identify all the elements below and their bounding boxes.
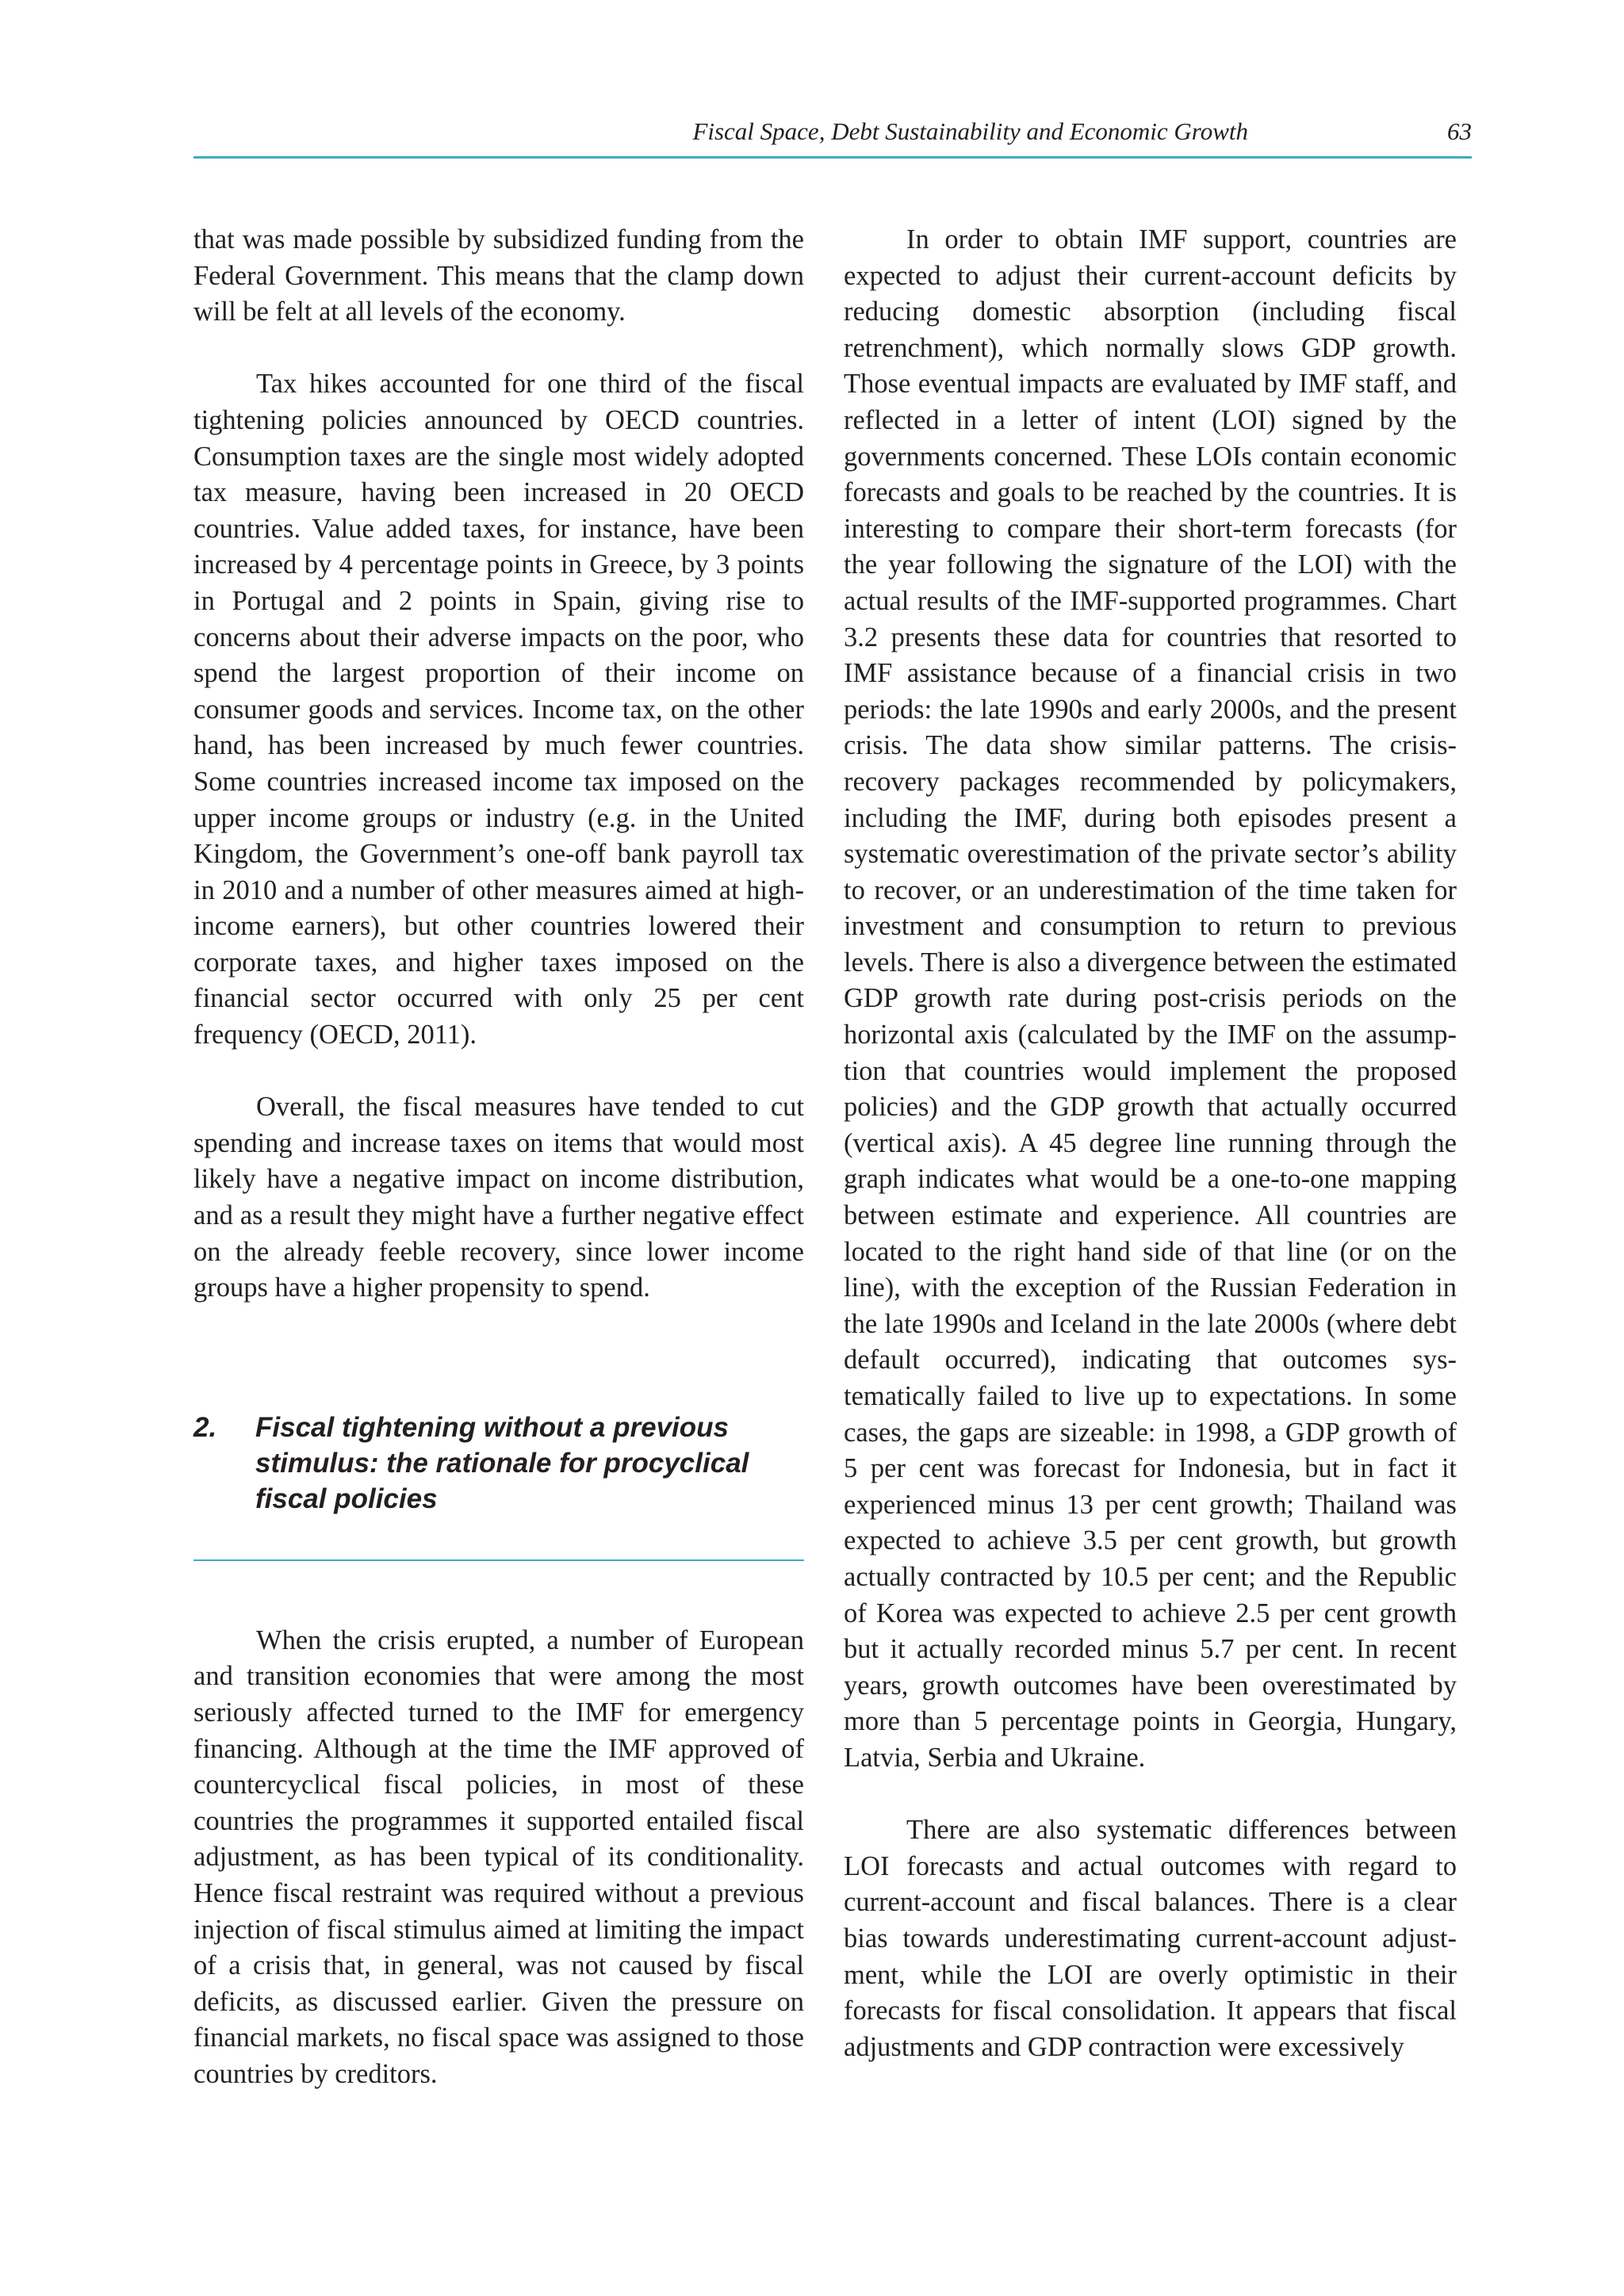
left-column (193, 222, 804, 2129)
section-heading (193, 1410, 804, 1517)
paragraph: Tax hikes accounted for one third of the fiscal tightening policies announced by OECD countries. Consumption taxes are the single most widely adopted tax measure, having been increased in 20 OECD countries. Value added taxes, for instance, have been increased by 4 percentage points in Greece, by 3 points in Portugal and 2 points in Spain, giving rise to concerns about their adverse impacts on the poor, who spend the largest proportion of their income on consumer goods and services. Income tax, on the other hand, has been increased by much fewer countries. Some countries increased income tax imposed on the upper income groups or industry (e.g. in the United Kingdom, the Government’s one-off bank payroll tax in 2010 and a number of other measures aimed at high-income earners), but other countries lowered their corporate taxes, and higher taxes imposed on the financial sector occurred with only 25 per cent frequency (OECD, 2011). (193, 369, 804, 1050)
section-title: Fiscal tightening without a previous stimulus: the rationale for procyclical fiscal policies (255, 1411, 749, 1514)
paragraph: When the crisis erupted, a number of European and transition economies that were among the most seriously affected turned to the IMF for emergency financing. Although at the time the IMF approved of countercyclical fiscal policies, in most of these countries the programmes it supported entailed fiscal adjustment, as has been typical of its conditionality. Hence fiscal restraint was required without a previous injection of fiscal stimulus aimed at limiting the impact of a crisis that, in general, was not caused by fiscal deficits, as discussed earlier. Given the pressure on financial markets, no fiscal space was assigned to those countries by creditors. (193, 1624, 804, 2089)
section-number: 2. (193, 1411, 217, 1443)
paragraph: There are also systematic differences between LOI forecasts and actual outcomes with regard to current-account and fiscal balances. There is a clear bias towards underestimating current-account adjustment, while the LOI are overly optimistic in their forecasts for fiscal consolidation. It appears that fiscal adjustments and GDP contraction were excessively (844, 1815, 1457, 2062)
right-column (844, 222, 1457, 2102)
section-rule (193, 1559, 804, 1561)
header-rule (193, 156, 1472, 159)
paragraph: In order to obtain IMF support, countries are expected to adjust their current-account deficits by reducing domestic absorption (including fiscal retrenchment), which normally slows GDP growth. Those eventual impacts are evaluated by IMF staff, and reflected in a letter of intent (LOI) signed by the governments concerned. These LOIs contain economic forecasts and goals to be reached by the countries. It is interesting to compare their short-term forecasts (for the year following the signature of the LOI) with the actual results of the IMF-supported programmes. Chart 3.2 presents these data for countries that resorted to IMF assistance because of a financial crisis in two periods: the late 1990s and early 2000s, and the present crisis. The data show similar patterns. The crisis-recovery packages recommended by policymakers, including the IMF, during both episodes present a systematic overestimation of the private sector’s ability to recover, or an underestimation of the time taken for investment and consumption to return to previous levels. There is also a divergence between the estimated GDP growth rate during post-crisis periods on the horizontal axis (calculated by the IMF on the assumption that countries would implement the proposed policies) and the GDP growth that actually occurred (vertical axis). A 45 degree line running through the graph indicates what would be a one-to-one mapping between estimate and experience. All countries are located to the right hand side of that line (or on the line), with the exception of the Russian Federation in the late 1990s and Iceland in the late 2000s (where debt default occurred), indicating that outcomes systematically failed to live up to expectations. In some cases, the gaps are sizeable: in 1998, a GDP growth of 5 per cent was forecast for Indonesia, but in fact it experienced minus 13 per cent growth; Thailand was expected to achieve 3.5 per cent growth, but growth actually contracted by 10.5 per cent; and the Republic of Korea was expected to achieve 2.5 per cent growth but it actually recorded minus 5.7 per cent. In recent years, growth outcomes have been overestimated by more than 5 percentage points in Georgia, Hungary, Latvia, Serbia and Ukraine. (844, 224, 1457, 1773)
page-number: 63 (1447, 117, 1472, 145)
paragraph: Overall, the fiscal measures have tended to cut spending and increase taxes on items that would most likely have a negative impact on income distribution, and as a result they might have a further negative effect on the already feeble recovery, since lower income groups have a higher propensity to spend. (193, 1092, 804, 1303)
running-header (193, 113, 1472, 151)
running-header-title: Fiscal Space, Debt Sustainability and Economic Growth (692, 117, 1248, 145)
paragraph: that was made possible by subsidized funding from the Federal Government. This means that the clamp down will be felt at all levels of the economy. (193, 224, 804, 327)
